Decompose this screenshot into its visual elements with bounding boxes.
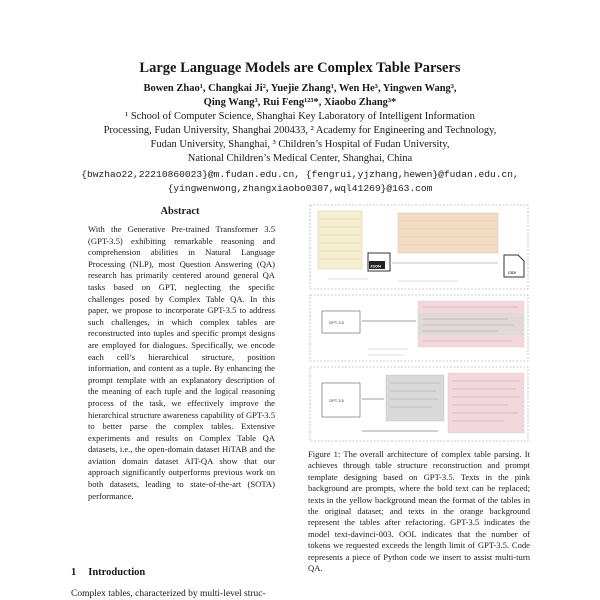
paper-title: Large Language Models are Complex Table Parsers [139,60,461,76]
table-thumbnail-yellow [318,211,362,269]
json-label: JSON [370,263,381,269]
section-title: Introduction [88,567,146,578]
abstract-heading: Abstract [160,206,200,217]
gpt-label-2: GPT-3.5 [329,398,344,403]
affiliation-line-3: Fudan University, Shanghai, ³ Children’s Hospital of Fudan University, [150,139,450,150]
email-line-1: {bwzhao22,22210860023}@m.fudan.edu.cn, {fengrui,yjzhang,hewen}@fudan.edu.cn, [81,169,519,180]
prompt-block-gray [418,313,524,335]
authors-line-1: Bowen Zhao¹, Changkai Ji², Yuejie Zhang¹, Wen He³, Yingwen Wang³, [143,83,457,94]
affiliations [70,110,530,166]
introduction-first-line: Complex tables, characterized by multi-level struc- [71,589,266,599]
author-list [0,82,600,110]
section-heading-introduction [71,567,145,578]
figure-caption: Figure 1: The overall architecture of complex table parsing. It achieves through table structure reconstruction and prompt template designing based on GPT-3.5. Texts in the pink background are prompts, where the bold text can be replaced; texts in the yellow background mean the format of the tables in the original dataset; and texts in the orange background represent the tables after refactoring. GPT-3.5 indicates the model text-davinci-003. OOL indicates that the number of tokens we requested exceeds the length limit of GPT-3.5. Code represents a piece of Python code we insert to assist multi-turn QA. [308,449,530,574]
affiliation-line-2: Processing, Fudan University, Shanghai 200433, ² Academy for Engineering and Technology, [103,125,497,136]
section-number: 1 [71,567,77,578]
affiliation-line-1: ¹ School of Computer Science, Shanghai Key Laboratory of Intelligent Information [125,111,475,122]
response-block-pink [448,373,524,433]
abstract-body: With the Generative Pre-trained Transformer 3.5 (GPT-3.5) exhibiting remarkable reasoning and comprehension abilities in Natural Language Processing (NLP), most Question Answering (QA) research has primarily centered around general QA tasks based on GPT, neglecting the specific challenges posed by Complex Table QA. In this paper, we propose to incorporate GPT-3.5 to address such challenges, in which complex tables are reconstructed into tuples and specific prompt designs are employed for dialogues. Specifically, we encode each cell’s hierarchical structure, position information, and content as a tuple. By enhancing the prompt template with an explanatory description of the meaning of each tuple and the logical reasoning process of the task, we effectively improve the hierarchical structure awareness capability of GPT-3.5 to better parse the complex tables. Extensive experiments and results on Complex Table QA datasets, i.e., the open-domain dataset HiTAB and the aviation domain dataset AIT-QA show that our approach significantly outperforms previous work on both datasets, leading to state-of-the-art (SOTA) performance. [88,224,275,501]
gpt-label-1: GPT-3.5 [329,320,344,325]
code-block-gray [386,375,444,421]
authors-line-2: Qing Wang³, Rui Feng¹²³*, Xiaobo Zhang³* [203,97,397,108]
csv-label: CSV [508,270,517,275]
email-line-2: {yingwenwong,zhangxiaobo0307,wql41269}@163.com [167,183,433,194]
table-thumbnail-orange [398,213,498,253]
architecture-figure [308,203,530,443]
author-emails [60,168,540,196]
affiliation-line-4: National Children’s Medical Center, Shanghai, China [187,153,413,164]
